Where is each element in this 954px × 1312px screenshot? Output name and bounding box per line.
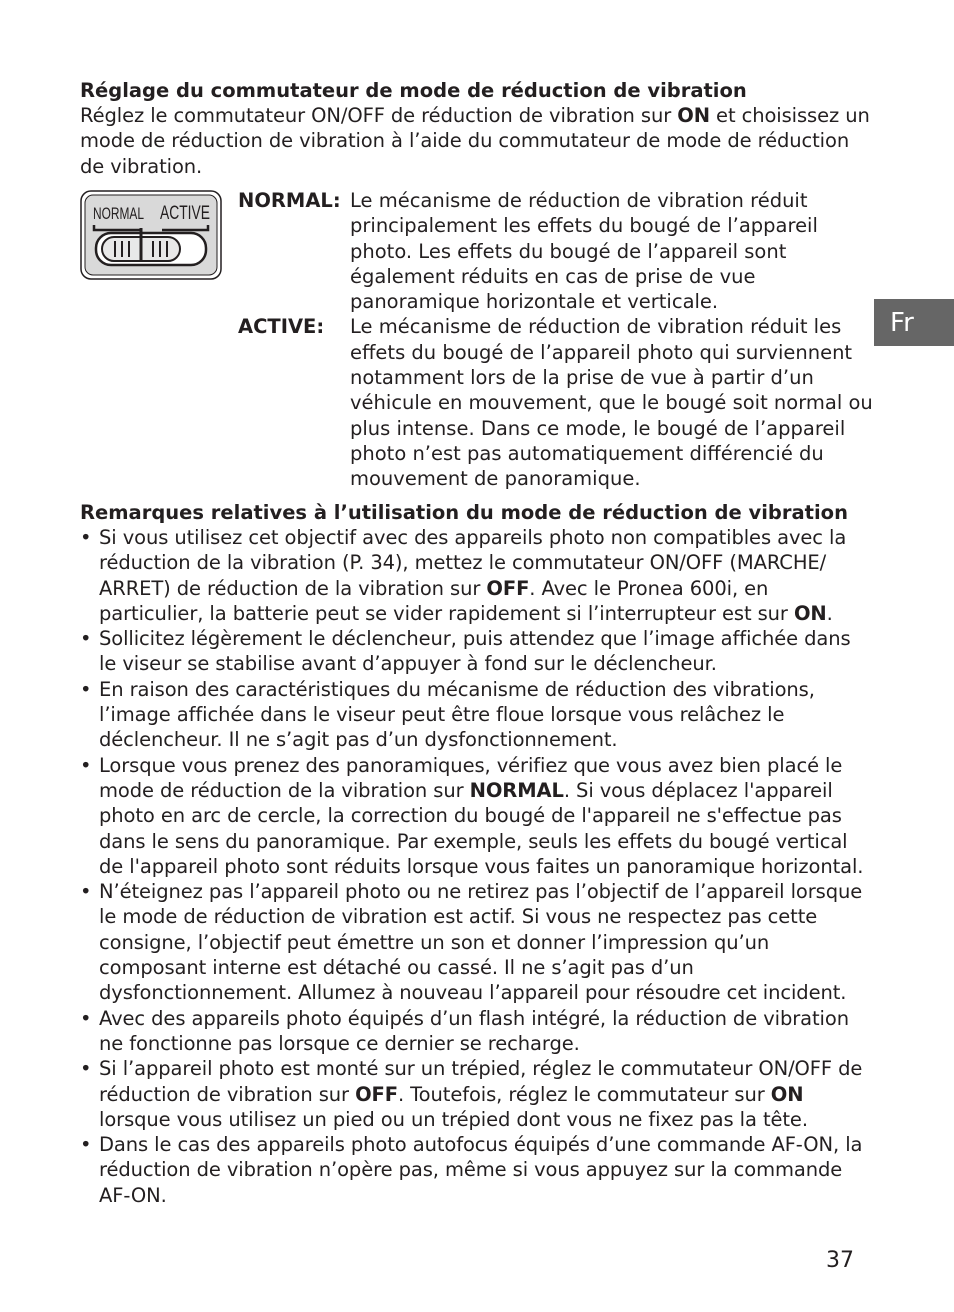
mode-row-normal [238,188,878,314]
mode-description: Le mécanisme de réduction de vibration réduit principalement les effets du bougé de l’appareil photo. Les effets du bougé de l’appareil sont également réduits en cas de prise de vue panoramique horizontale et verticale. [350,189,818,314]
section-title-notes: Remarques relatives à l’utilisation du mode de réduction de vibration [80,501,848,524]
section-vr-notes [80,500,870,1208]
list-item: • Si l’appareil photo est monté sur un trépied, réglez le commutateur ON/OFF de réduction de vibration sur OFF. Toutefois, réglez le commutateur sur ON lorsque vous utilisez un pied ou un trépied dont vous ne fixez pas la tête. [80,1056,870,1132]
list-item: • Si vous utilisez cet objectif avec des appareils photo non compatibles avec la réduction de la vibration (P. 34), mettez le commutateur ON/OFF (MARCHE/ ARRET) de réduction de la vibration sur OFF. Avec le Pronea 600i, en particulier, la batterie peut se vider rapidement si l’interrupteur est sur ON. [80,525,870,626]
switch-label-normal: NORMAL [93,204,144,223]
list-item: • Dans le cas des appareils photo autofocus équipés d’une commande AF-ON, la réduction de vibration n’opère pas, même si vous appuyez sur la commande AF-ON. [80,1132,870,1208]
switch-label-active: ACTIVE [160,203,210,224]
language-tab: Fr [874,299,954,346]
page-number: 37 [826,1248,854,1273]
mode-descriptions [238,188,878,492]
intro-paragraph: Réglez le commutateur ON/OFF de réduction de vibration sur ON et choisissez un mode de réduction de vibration à l’aide du commutateur de mode de réduction de vibration. [80,104,870,178]
mode-label: ACTIVE: [238,315,325,339]
list-item: • En raison des caractéristiques du mécanisme de réduction des vibrations, l’image affichée dans le viseur peut être floue lorsque vous relâchez le déclencheur. Il ne s’agit pas d’un dysfonctionnement. [80,677,870,753]
list-item: • Avec des appareils photo équipés d’un flash intégré, la réduction de vibration ne fonctionne pas lorsque ce dernier se recharge. [80,1006,870,1057]
mode-description: Le mécanisme de réduction de vibration réduit les effets du bougé de l’appareil photo qui surviennent notamment lors de la prise de vue à partir d’un véhicule en mouvement, que le bougé soit normal ou plus intense. Dans ce mode, le bougé de l’appareil photo n’est pas automatiquement différencié du mouvement de panoramique. [350,315,873,491]
section-title-vr-mode: Réglage du commutateur de mode de réduction de vibration [80,79,747,102]
section-vr-mode-switch [80,78,870,179]
notes-list [80,525,870,1208]
switch-diagram [80,190,222,280]
list-item: • Sollicitez légèrement le déclencheur, puis attendez que l’image affichée dans le viseur se stabilise avant d’appuyer à fond sur le déclencheur. [80,626,870,677]
vr-mode-switch-illustration [80,190,222,280]
list-item: • Lorsque vous prenez des panoramiques, vérifiez que vous avez bien placé le mode de réduction de la vibration sur NORMAL. Si vous déplacez l'appareil photo en arc de cercle, la correction du bougé de l'appareil ne s'effectue pas dans le sens du panoramique. Par exemple, seuls les effets du bougé vertical de l'appareil photo sont réduits lorsque vous faites un panoramique horizontal. [80,753,870,879]
list-item: • N’éteignez pas l’appareil photo ou ne retirez pas l’objectif de l’appareil lorsque le mode de réduction de vibration est actif. Si vous ne respectez pas cette consigne, l’objectif peut émettre un son et donner l’impression qu’un composant interne est détaché ou cassé. Il ne s’agit pas d’un dysfonctionnement. Allumez à nouveau l’appareil pour résoudre cet incident. [80,879,870,1005]
mode-label: NORMAL: [238,189,341,212]
mode-row-active [238,314,878,491]
